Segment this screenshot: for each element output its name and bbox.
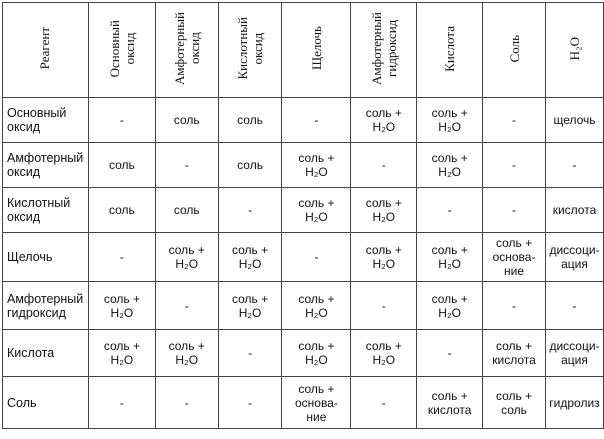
col-header-label: Кислотный оксид: [235, 17, 266, 80]
table-cell: [218, 98, 282, 143]
table-cell: [218, 377, 282, 429]
cell-value: -: [572, 298, 577, 313]
cell-value: соль + H₂O: [365, 106, 402, 134]
cell-value: -: [512, 158, 517, 172]
cell-value: -: [512, 203, 517, 217]
table-cell: [88, 188, 155, 233]
table-cell: [351, 377, 417, 429]
cell-value: -: [381, 395, 386, 410]
table-cell: [483, 188, 546, 233]
row-header-label: Соль: [7, 395, 37, 410]
row-header: [3, 377, 89, 429]
corner-cell: [3, 3, 89, 98]
cell-value: соль: [108, 203, 135, 217]
col-header-label: Амфотерный гидроксид: [368, 12, 399, 85]
table-row: [3, 233, 604, 282]
table-cell: [88, 330, 155, 377]
cell-value: соль + H₂O: [298, 339, 335, 367]
table-row: [3, 377, 604, 429]
reactions-table: [2, 2, 604, 429]
cell-value: -: [184, 158, 189, 172]
cell-value: -: [314, 113, 319, 127]
cell-value: соль + H₂O: [431, 291, 468, 320]
table-cell: [483, 330, 546, 377]
table-row: [3, 98, 604, 143]
table-cell: [155, 377, 218, 429]
row-header: [3, 188, 89, 233]
table-cell: [88, 233, 155, 282]
table-cell: [483, 143, 546, 188]
table-cell: [351, 143, 417, 188]
cell-value: соль + H₂O: [103, 339, 140, 367]
cell-value: -: [248, 346, 253, 360]
col-header: [351, 3, 417, 98]
table-cell: [351, 330, 417, 377]
cell-value: соль + H₂O: [168, 339, 205, 367]
row-header-label: Амфотерный гидроксид: [7, 291, 84, 320]
table-cell: [545, 282, 603, 330]
table-row: [3, 330, 604, 377]
row-header: [3, 98, 89, 143]
col-header: [545, 3, 603, 98]
table-cell: [417, 143, 483, 188]
cell-value: соль + кислота: [492, 339, 536, 367]
row-header-label: Амфотерный оксид: [7, 151, 84, 179]
col-header: [88, 3, 155, 98]
table-cell: [218, 330, 282, 377]
cell-value: диссоци- ация: [549, 243, 600, 271]
table-cell: [351, 188, 417, 233]
table-cell: [155, 233, 218, 282]
cell-value: соль: [237, 158, 263, 172]
cell-value: соль + H₂O: [231, 243, 269, 271]
table-cell: [483, 282, 546, 330]
cell-value: соль + H₂O: [431, 243, 468, 271]
cell-value: -: [248, 203, 253, 217]
cell-value: кислота: [552, 203, 597, 217]
table-cell: [88, 377, 155, 429]
table-row: [3, 143, 604, 188]
table-cell: [282, 377, 351, 429]
table-cell: [88, 98, 155, 143]
col-header: [155, 3, 218, 98]
table-cell: [417, 233, 483, 282]
table-cell: [483, 233, 546, 282]
cell-value: -: [381, 158, 386, 172]
table-cell: [282, 330, 351, 377]
corner-label: Реагент: [37, 27, 53, 70]
row-header: [3, 282, 89, 330]
cell-value: соль + H₂O: [431, 151, 468, 179]
row-header-label: Щелочь: [7, 250, 53, 264]
table-cell: [417, 282, 483, 330]
cell-value: -: [512, 113, 517, 127]
table-cell: [155, 330, 218, 377]
table-cell: [417, 188, 483, 233]
col-header: [417, 3, 483, 98]
table-cell: [417, 98, 483, 143]
cell-value: соль + основа- ние: [492, 236, 536, 278]
table-cell: [545, 377, 603, 429]
cell-value: -: [119, 395, 124, 410]
cell-value: -: [248, 395, 253, 410]
cell-value: соль + H₂O: [298, 151, 335, 179]
row-header-label: Кислота: [7, 346, 55, 360]
row-header-label: Кислотный оксид: [7, 196, 71, 224]
cell-value: -: [184, 298, 189, 313]
table-cell: [417, 377, 483, 429]
cell-value: щелочь: [553, 113, 596, 127]
table-cell: [155, 188, 218, 233]
table-cell: [282, 98, 351, 143]
cell-value: соль + H₂O: [365, 196, 402, 224]
table-cell: [417, 330, 483, 377]
row-header-label: Основный оксид: [7, 106, 67, 134]
cell-value: соль + H₂O: [298, 196, 335, 224]
table-cell: [351, 282, 417, 330]
table-cell: [88, 282, 155, 330]
col-header-label: H₂O: [566, 36, 582, 61]
cell-value: соль: [173, 203, 200, 217]
cell-value: соль: [237, 113, 263, 127]
col-header-label: Амфотерный оксид: [171, 12, 202, 85]
col-header-label: Кислота: [442, 25, 458, 72]
table-cell: [155, 98, 218, 143]
table-cell: [351, 233, 417, 282]
cell-value: -: [184, 395, 189, 410]
table-cell: [282, 282, 351, 330]
table-row: [3, 188, 604, 233]
col-header-label: Щелочь: [308, 26, 324, 71]
table-cell: [155, 143, 218, 188]
table-cell: [218, 233, 282, 282]
cell-value: соль + H₂O: [168, 243, 205, 271]
table-cell: [282, 233, 351, 282]
cell-value: -: [572, 158, 577, 172]
table-cell: [545, 233, 603, 282]
table-cell: [218, 282, 282, 330]
row-header: [3, 233, 89, 282]
cell-value: соль + H₂O: [365, 243, 402, 271]
cell-value: соль + H₂O: [298, 291, 335, 320]
cell-value: соль + H₂O: [103, 291, 140, 320]
col-header-label: Основный оксид: [106, 19, 137, 78]
cell-value: -: [119, 250, 124, 264]
table-cell: [351, 98, 417, 143]
table-cell: [545, 330, 603, 377]
cell-value: -: [512, 298, 517, 313]
table-cell: [88, 143, 155, 188]
table-cell: [282, 143, 351, 188]
cell-value: гидролиз: [549, 395, 600, 410]
row-header: [3, 143, 89, 188]
col-header: [218, 3, 282, 98]
cell-value: соль: [173, 113, 200, 127]
cell-value: соль + кислота: [427, 388, 472, 417]
cell-value: соль + основа- ние: [294, 381, 338, 424]
row-header: [3, 330, 89, 377]
col-header: [483, 3, 546, 98]
cell-value: соль + H₂O: [365, 339, 402, 367]
table-cell: [155, 282, 218, 330]
cell-value: -: [119, 113, 124, 127]
cell-value: -: [314, 250, 319, 264]
cell-value: -: [447, 203, 452, 217]
cell-value: -: [381, 298, 386, 313]
cell-value: -: [447, 346, 452, 360]
table-cell: [545, 143, 603, 188]
col-header-label: Соль: [506, 34, 522, 63]
col-header: [282, 3, 351, 98]
table-cell: [545, 188, 603, 233]
table-cell: [218, 143, 282, 188]
table-cell: [545, 98, 603, 143]
header-row: [3, 3, 604, 98]
table-cell: [483, 98, 546, 143]
table-row: [3, 282, 604, 330]
table-cell: [282, 188, 351, 233]
cell-value: соль: [108, 158, 135, 172]
table-cell: [218, 188, 282, 233]
cell-value: соль + H₂O: [231, 291, 269, 320]
cell-value: соль + H₂O: [431, 106, 468, 134]
table-cell: [483, 377, 546, 429]
cell-value: диссоци- ация: [549, 339, 600, 367]
cell-value: соль + соль: [495, 388, 533, 417]
